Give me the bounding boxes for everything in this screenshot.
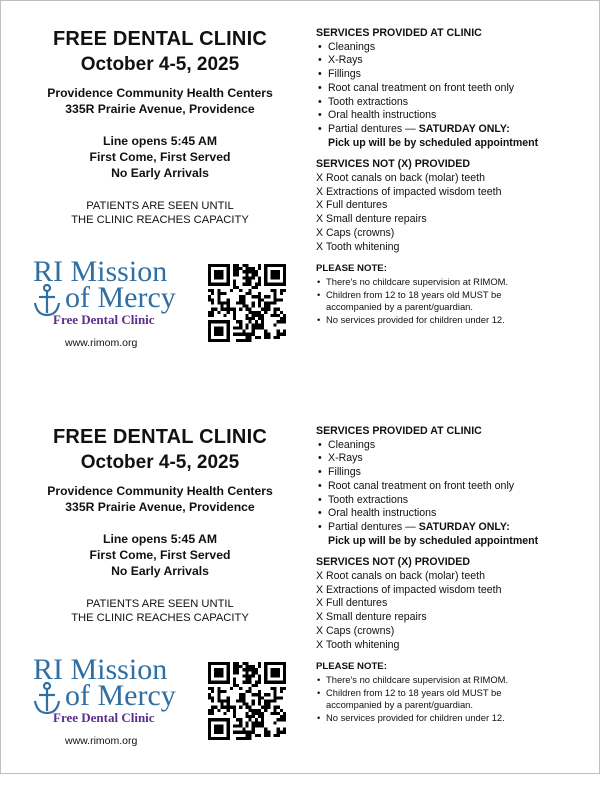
services-panel	[316, 27, 596, 326]
logo-line1: RI Mission	[33, 653, 168, 686]
services-list	[316, 41, 596, 137]
bullet-icon: •	[317, 288, 321, 300]
bullet-icon: •	[318, 452, 322, 465]
not-provided-list	[316, 172, 596, 254]
list-item-dentures: • Partial dentures — SATURDAY ONLY:	[318, 520, 510, 533]
logo-line2: of Mercy	[65, 679, 176, 712]
event-date: October 4-5, 2025	[80, 452, 240, 473]
services-panel	[316, 425, 596, 724]
list-item: • No services provided for children under 12.	[317, 711, 505, 723]
rimom-logo	[31, 251, 191, 331]
bullet-icon: •	[318, 54, 322, 67]
no-early-notice: No Early Arrivals	[111, 166, 209, 180]
event-info	[15, 27, 305, 227]
list-item: • Children from 12 to 18 years old MUST be	[317, 288, 502, 300]
qr-code-icon	[208, 662, 286, 740]
capacity-notice	[15, 597, 305, 625]
logo-line1: RI Mission	[33, 255, 168, 288]
first-come-notice: First Come, First Served	[89, 150, 231, 164]
notes-list	[316, 674, 596, 724]
list-item: X Small denture repairs	[316, 611, 427, 624]
capacity-line1: PATIENTS ARE SEEN UNTIL	[86, 200, 234, 212]
capacity-line2: THE CLINIC REACHES CAPACITY	[71, 612, 249, 624]
list-item: • There's no childcare supervision at RIMOM.	[317, 275, 509, 287]
anchor-icon	[35, 285, 59, 315]
list-item: X Full dentures	[316, 597, 388, 610]
capacity-notice	[15, 199, 305, 227]
list-item: X Caps (crowns)	[316, 624, 395, 637]
capacity-line1: PATIENTS ARE SEEN UNTIL	[86, 598, 234, 610]
list-item: • There's no childcare supervision at RIMOM.	[317, 673, 509, 685]
list-item: X Root canals on back (molar) teeth	[316, 172, 485, 185]
location-name: Providence Community Health Centers	[47, 86, 273, 100]
list-item: • X-Rays	[318, 54, 363, 67]
location-address: 335R Prairie Avenue, Providence	[65, 102, 255, 116]
list-item: • Oral health instructions	[318, 507, 437, 520]
services-heading: SERVICES PROVIDED AT CLINIC	[316, 27, 482, 39]
website-url[interactable]: www.rimom.org	[65, 735, 138, 747]
logo-line2: of Mercy	[65, 281, 176, 314]
list-item: X Tooth whitening	[316, 240, 400, 253]
list-item: • Fillings	[318, 466, 361, 479]
list-item-continuation: accompanied by a parent/guardian.	[326, 301, 473, 313]
anchor-icon	[35, 683, 59, 713]
list-item: • Fillings	[318, 68, 361, 81]
bullet-icon: •	[318, 68, 322, 81]
list-item: X Small denture repairs	[316, 213, 427, 226]
not-provided-heading: SERVICES NOT (X) PROVIDED	[316, 158, 471, 171]
event-date: October 4-5, 2025	[80, 54, 240, 75]
list-item: • Cleanings	[318, 438, 376, 451]
bullet-icon: •	[318, 466, 322, 479]
event-title: FREE DENTAL CLINIC	[53, 28, 267, 50]
list-item: X Extractions of impacted wisdom teeth	[316, 583, 502, 596]
bullet-icon: •	[318, 81, 322, 94]
services-list	[316, 439, 596, 535]
event-title: FREE DENTAL CLINIC	[53, 426, 267, 448]
qr-code-icon	[208, 264, 286, 342]
location-name: Providence Community Health Centers	[47, 484, 273, 498]
bullet-icon: •	[318, 479, 322, 492]
not-provided-heading: SERVICES NOT (X) PROVIDED	[316, 556, 471, 569]
list-item-continuation: accompanied by a parent/guardian.	[326, 699, 473, 711]
logo-tagline: Free Dental Clinic	[53, 710, 155, 725]
list-item: • Cleanings	[318, 40, 376, 53]
line-opens: Line opens 5:45 AM	[103, 134, 217, 148]
flyer-top	[1, 1, 599, 391]
no-early-notice: No Early Arrivals	[111, 564, 209, 578]
services-heading: SERVICES PROVIDED AT CLINIC	[316, 425, 482, 437]
list-item: • Root canal treatment on front teeth only	[318, 479, 515, 492]
bullet-icon: •	[317, 275, 321, 287]
rimom-logo	[31, 649, 191, 729]
bullet-icon: •	[318, 493, 322, 506]
note-heading: PLEASE NOTE:	[316, 661, 387, 673]
list-item: • Tooth extractions	[318, 95, 409, 108]
note-heading: PLEASE NOTE:	[316, 263, 387, 275]
dentures-pickup-note: Pick up will be by scheduled appointment	[328, 534, 539, 547]
list-item: X Extractions of impacted wisdom teeth	[316, 185, 502, 198]
website-url[interactable]: www.rimom.org	[65, 337, 138, 349]
list-item: X Root canals on back (molar) teeth	[316, 570, 485, 583]
bullet-icon: •	[318, 40, 322, 53]
logo-tagline: Free Dental Clinic	[53, 312, 155, 327]
bullet-icon: •	[318, 122, 322, 135]
bullet-icon: •	[317, 711, 321, 723]
bullet-icon: •	[317, 313, 321, 325]
list-item: X Full dentures	[316, 199, 388, 212]
notes-list	[316, 276, 596, 326]
flyer-bottom	[1, 399, 599, 789]
event-info	[15, 425, 305, 625]
line-opens: Line opens 5:45 AM	[103, 532, 217, 546]
bullet-icon: •	[318, 507, 322, 520]
list-item: X Caps (crowns)	[316, 226, 395, 239]
not-provided-list	[316, 570, 596, 652]
list-item: • X-Rays	[318, 452, 363, 465]
bullet-icon: •	[317, 686, 321, 698]
bullet-icon: •	[317, 673, 321, 685]
bullet-icon: •	[318, 109, 322, 122]
list-item: X Tooth whitening	[316, 638, 400, 651]
first-come-notice: First Come, First Served	[89, 548, 231, 562]
list-item: • No services provided for children under 12.	[317, 313, 505, 325]
dentures-pickup-note: Pick up will be by scheduled appointment	[328, 136, 539, 149]
bullet-icon: •	[318, 520, 322, 533]
capacity-line2: THE CLINIC REACHES CAPACITY	[71, 214, 249, 226]
list-item: • Children from 12 to 18 years old MUST be	[317, 686, 502, 698]
location-address: 335R Prairie Avenue, Providence	[65, 500, 255, 514]
list-item: • Oral health instructions	[318, 109, 437, 122]
list-item-dentures: • Partial dentures — SATURDAY ONLY:	[318, 122, 510, 135]
list-item: • Root canal treatment on front teeth only	[318, 81, 515, 94]
list-item: • Tooth extractions	[318, 493, 409, 506]
bullet-icon: •	[318, 95, 322, 108]
bullet-icon: •	[318, 438, 322, 451]
